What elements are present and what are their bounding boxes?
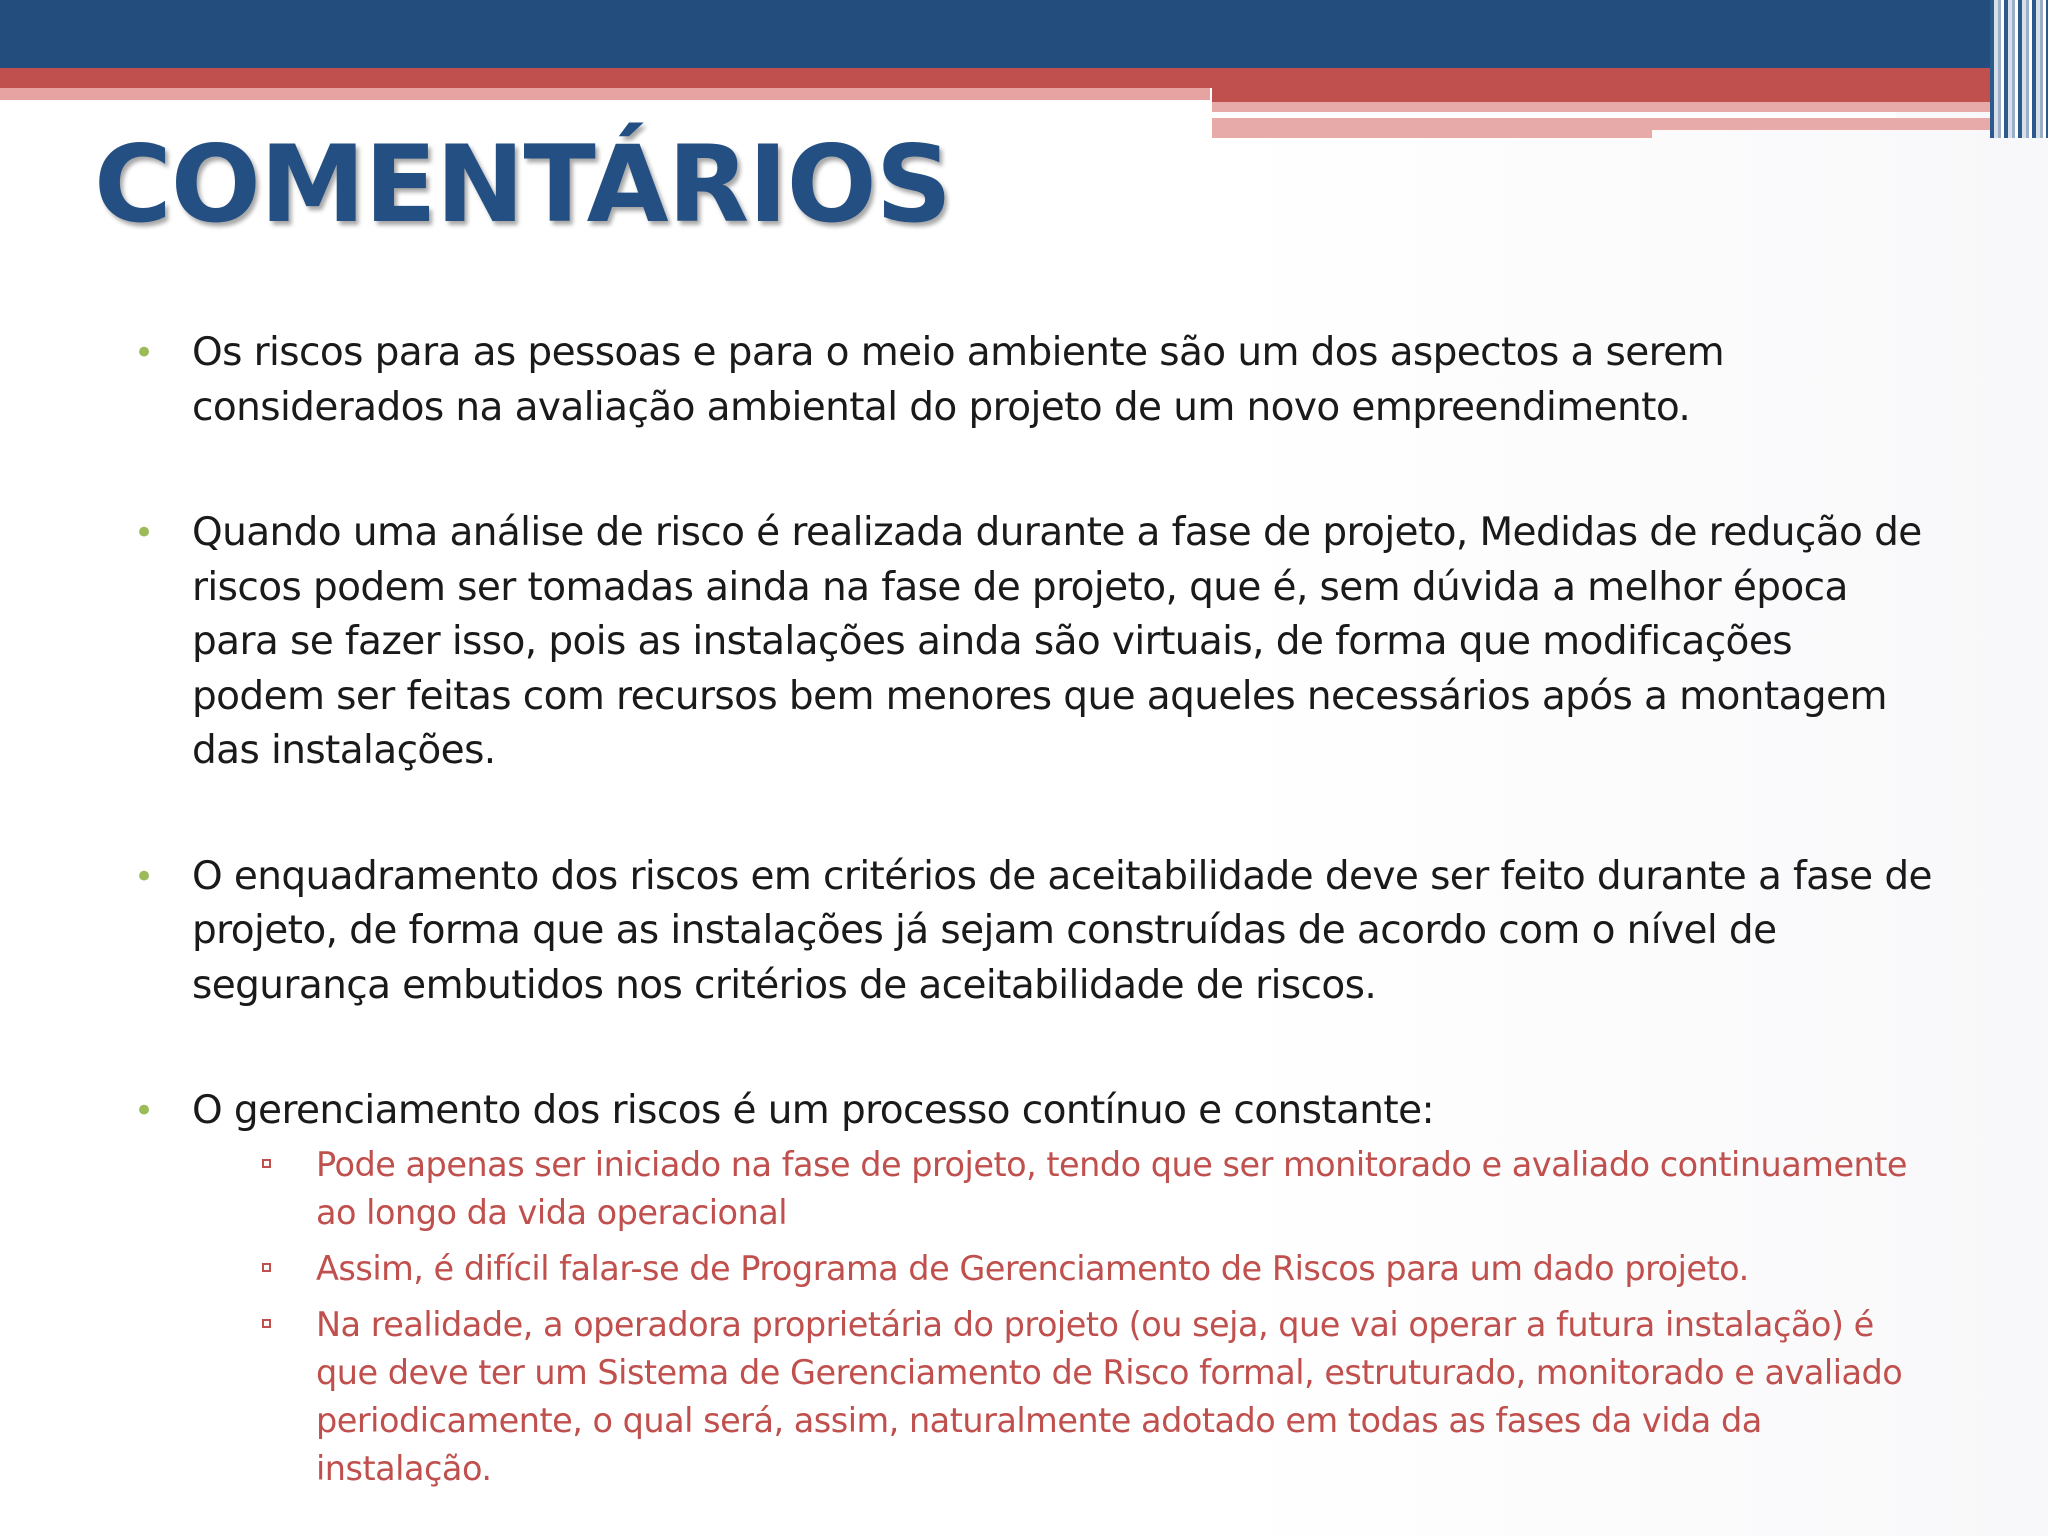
header-band-pink-right <box>1212 102 1990 112</box>
bullet-dot-icon: • <box>134 856 154 897</box>
bullet-text: O gerenciamento dos riscos é um processo contínuo e constante: <box>192 1088 1435 1133</box>
bullet-item <box>134 326 1934 435</box>
sub-bullet-item <box>316 1301 1934 1493</box>
bullet-text: O enquadramento dos riscos em critérios de aceitabilidade deve ser feito durante a fase de projeto, de forma que as instalações já sejam construídas de acordo com o nível de segurança embutidos nos critérios de aceitabilidade de riscos. <box>192 853 1932 1008</box>
header-band-red <box>0 68 1990 88</box>
bullet-item <box>134 1084 1934 1493</box>
sub-bullet-list <box>192 1141 1934 1493</box>
bullet-item <box>134 506 1934 779</box>
square-bullet-icon <box>262 1159 271 1168</box>
header-band-navy <box>0 0 1990 68</box>
bullet-item <box>134 850 1934 1014</box>
header-band-pink-left <box>0 88 1210 100</box>
sub-bullet-item <box>316 1245 1934 1293</box>
header-band-pink-low-right <box>1652 118 1990 130</box>
square-bullet-icon <box>262 1263 271 1272</box>
header-band-pink-low <box>1212 118 1652 138</box>
sub-bullet-item <box>316 1141 1934 1237</box>
bullet-dot-icon: • <box>134 513 154 553</box>
header-stripes-decoration <box>1990 0 2048 138</box>
bullet-dot-icon: • <box>134 333 154 373</box>
sub-bullet-text: Assim, é difícil falar-se de Programa de Gerenciamento de Riscos para um dado projeto. <box>316 1248 1749 1288</box>
slide-title: COMENTÁRIOS <box>94 123 952 246</box>
sub-bullet-text: Na realidade, a operadora proprietária do projeto (ou seja, que vai operar a futura instalação) é que deve ter um Sistema de Gerenciamento de Risco formal, estruturado, monitorado e avaliado periodicamente, o qual será, assim, naturalmente adotado em todas as fases da vida da instalação. <box>316 1304 1903 1488</box>
square-bullet-icon <box>262 1319 271 1328</box>
sub-bullet-text: Pode apenas ser iniciado na fase de projeto, tendo que ser monitorado e avaliado continuamente ao longo da vida operacional <box>316 1144 1908 1232</box>
bullet-list <box>134 326 1934 1501</box>
bullet-text: Quando uma análise de risco é realizada durante a fase de projeto, Medidas de redução de riscos podem ser tomadas ainda na fase de projeto, que é, sem dúvida a melhor época para se fazer isso, pois as instalações ainda são virtuais, de forma que modificações podem ser feitas com recursos bem menores que aqueles necessários após a montagem das instalações. <box>192 510 1922 773</box>
bullet-dot-icon: • <box>134 1091 154 1131</box>
header-band-red-right <box>1212 88 1990 102</box>
bullet-text: Os riscos para as pessoas e para o meio ambiente são um dos aspectos a serem considerados na avaliação ambiental do projeto de um novo empreendimento. <box>192 330 1725 430</box>
